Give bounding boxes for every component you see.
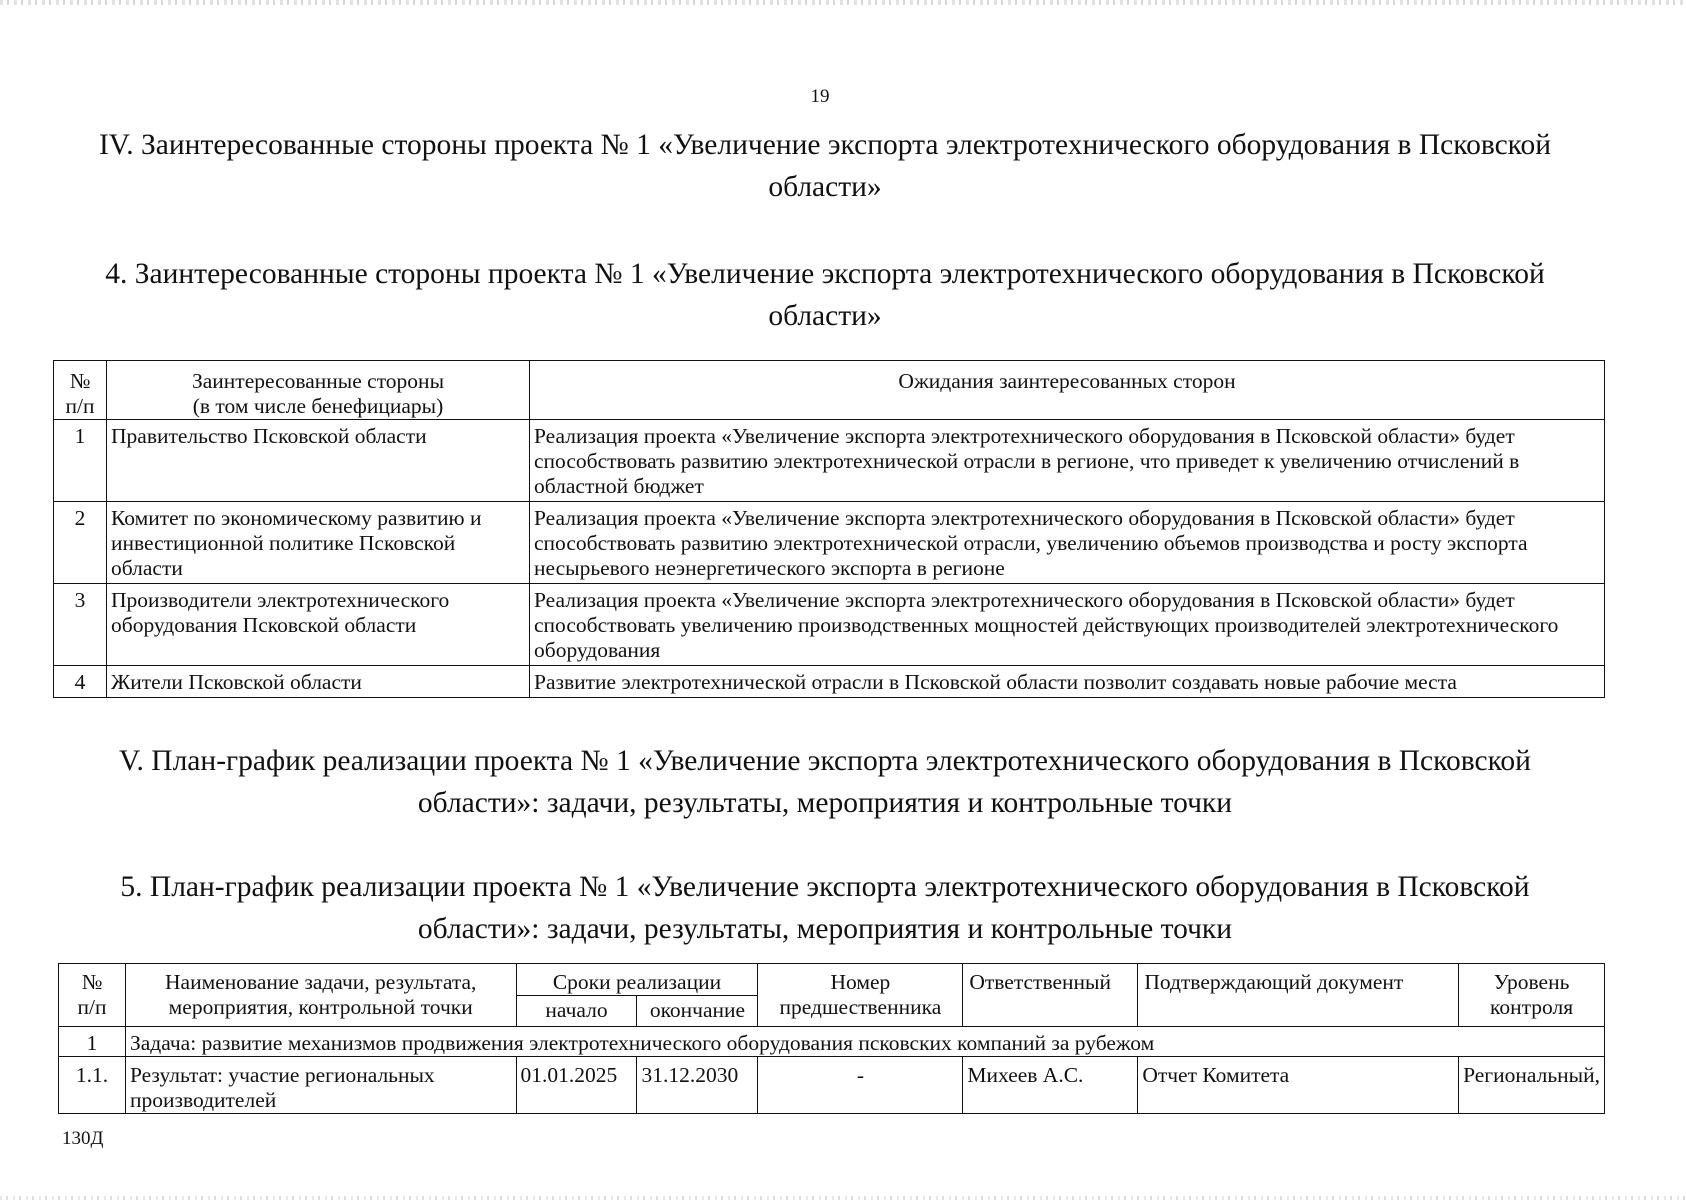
col-header-pred-line1: Номер [830, 970, 891, 994]
col-header-start: начало [516, 996, 637, 1027]
col-header-num-line2: п/п [65, 394, 95, 418]
row-party: Жители Псковской области [107, 666, 530, 698]
col-header-name-line2: мероприятия, контрольной точки [168, 995, 473, 1019]
col-header-end: окончание [637, 996, 758, 1027]
section-4-heading-line2: области» [768, 171, 882, 203]
col-header-name-line1: Наименование задачи, результата, [165, 970, 477, 994]
row-num: 4 [54, 666, 107, 698]
schedule-table [58, 963, 1605, 1114]
col-header-name [125, 964, 516, 1027]
col-header-party-line1: Заинтересованные стороны [191, 369, 445, 393]
table-5-title-line1: 5. План-график реализации проекта № 1 «Увеличение экспорта электротехнического оборудования в Псковской [120, 871, 1530, 903]
result-document: Отчет Комитета [1138, 1057, 1459, 1114]
row-expectation: Развитие электротехнической отрасли в Псковской области позволит создавать новые рабочие места [530, 666, 1605, 698]
task-num: 1 [59, 1027, 126, 1057]
result-end-date: 31.12.2030 [637, 1057, 758, 1114]
col-header-level-line2: контроля [1489, 995, 1574, 1019]
col-header-party [107, 361, 530, 420]
result-row [59, 1057, 1605, 1114]
schedule-header-row [59, 964, 1605, 996]
table-row [54, 502, 1605, 584]
table-4-title-line2: области» [768, 300, 882, 332]
col-header-party-line2: (в том числе бенефициары) [192, 394, 444, 418]
col-header-num-line2: п/п [77, 995, 107, 1019]
section-5-heading-line1: V. План-график реализации проекта № 1 «Увеличение экспорта электротехнического оборудования в Псковской [119, 745, 1531, 777]
row-num: 3 [54, 584, 107, 666]
task-text: Задача: развитие механизмов продвижения электротехнического оборудования псковских компаний за рубежом [125, 1027, 1604, 1057]
col-header-dates: Сроки реализации [516, 964, 758, 996]
footer-code: 130Д [62, 1128, 104, 1149]
col-header-num-line1: № [69, 369, 91, 393]
row-party: Правительство Псковской области [107, 420, 530, 502]
task-row [59, 1027, 1605, 1057]
col-header-expectations: Ожидания заинтересованных сторон [530, 361, 1605, 420]
scan-edge-bottom [0, 1196, 1686, 1200]
col-header-level-line1: Уровень [1493, 970, 1570, 994]
row-num: 1 [54, 420, 107, 502]
result-num: 1.1. [59, 1057, 126, 1114]
stakeholders-header-row [54, 361, 1605, 420]
row-party: Комитет по экономическому развитию и инвестиционной политике Псковской области [107, 502, 530, 584]
row-party: Производители электротехнического оборудования Псковской области [107, 584, 530, 666]
table-4-title-line1: 4. Заинтересованные стороны проекта № 1 «Увеличение экспорта электротехнического оборудования в Псковской [105, 258, 1545, 290]
col-header-num [54, 361, 107, 420]
col-header-num [59, 964, 126, 1027]
stakeholders-table [53, 360, 1605, 698]
table-4-title [55, 253, 1595, 337]
table-row [54, 666, 1605, 698]
section-5-heading [55, 740, 1595, 824]
col-header-pred-line2: предшественника [779, 995, 942, 1019]
row-num: 2 [54, 502, 107, 584]
section-5-heading-line2: области»: задачи, результаты, мероприятия и контрольные точки [417, 787, 1233, 819]
section-4-heading [55, 124, 1595, 208]
table-row [54, 584, 1605, 666]
result-name: Результат: участие региональных производителей [125, 1057, 516, 1114]
table-5-title-line2: области»: задачи, результаты, мероприятия и контрольные точки [417, 913, 1233, 945]
scan-edge-top [0, 0, 1686, 5]
result-level: Региональный, [1459, 1057, 1605, 1114]
row-expectation: Реализация проекта «Увеличение экспорта электротехнического оборудования в Псковской области» будет способствовать увеличению производственных мощностей действующих производителей электротехнического оборудования [530, 584, 1605, 666]
row-expectation: Реализация проекта «Увеличение экспорта электротехнического оборудования в Псковской области» будет способствовать развитию электротехнической отрасли, увеличению объемов производства и росту экспорта несырьевого неэнергетического экспорта в регионе [530, 502, 1605, 584]
col-header-level [1459, 964, 1605, 1027]
result-responsible: Михеев А.С. [963, 1057, 1138, 1114]
section-4-heading-line1: IV. Заинтересованные стороны проекта № 1 «Увеличение экспорта электротехнического оборудования в Псковской [98, 129, 1552, 161]
result-predecessor: - [758, 1057, 963, 1114]
row-expectation: Реализация проекта «Увеличение экспорта электротехнического оборудования в Псковской области» будет способствовать развитию электротехнической отрасли в регионе, что приведет к увеличению отчислений в областной бюджет [530, 420, 1605, 502]
col-header-num-line1: № [81, 970, 103, 994]
result-start-date: 01.01.2025 [516, 1057, 637, 1114]
col-header-document: Подтверждающий документ [1138, 964, 1459, 1027]
table-row [54, 420, 1605, 502]
col-header-responsible: Ответственный [963, 964, 1138, 1027]
col-header-predecessor [758, 964, 963, 1027]
page-number: 19 [810, 86, 830, 107]
table-5-title [55, 866, 1595, 950]
